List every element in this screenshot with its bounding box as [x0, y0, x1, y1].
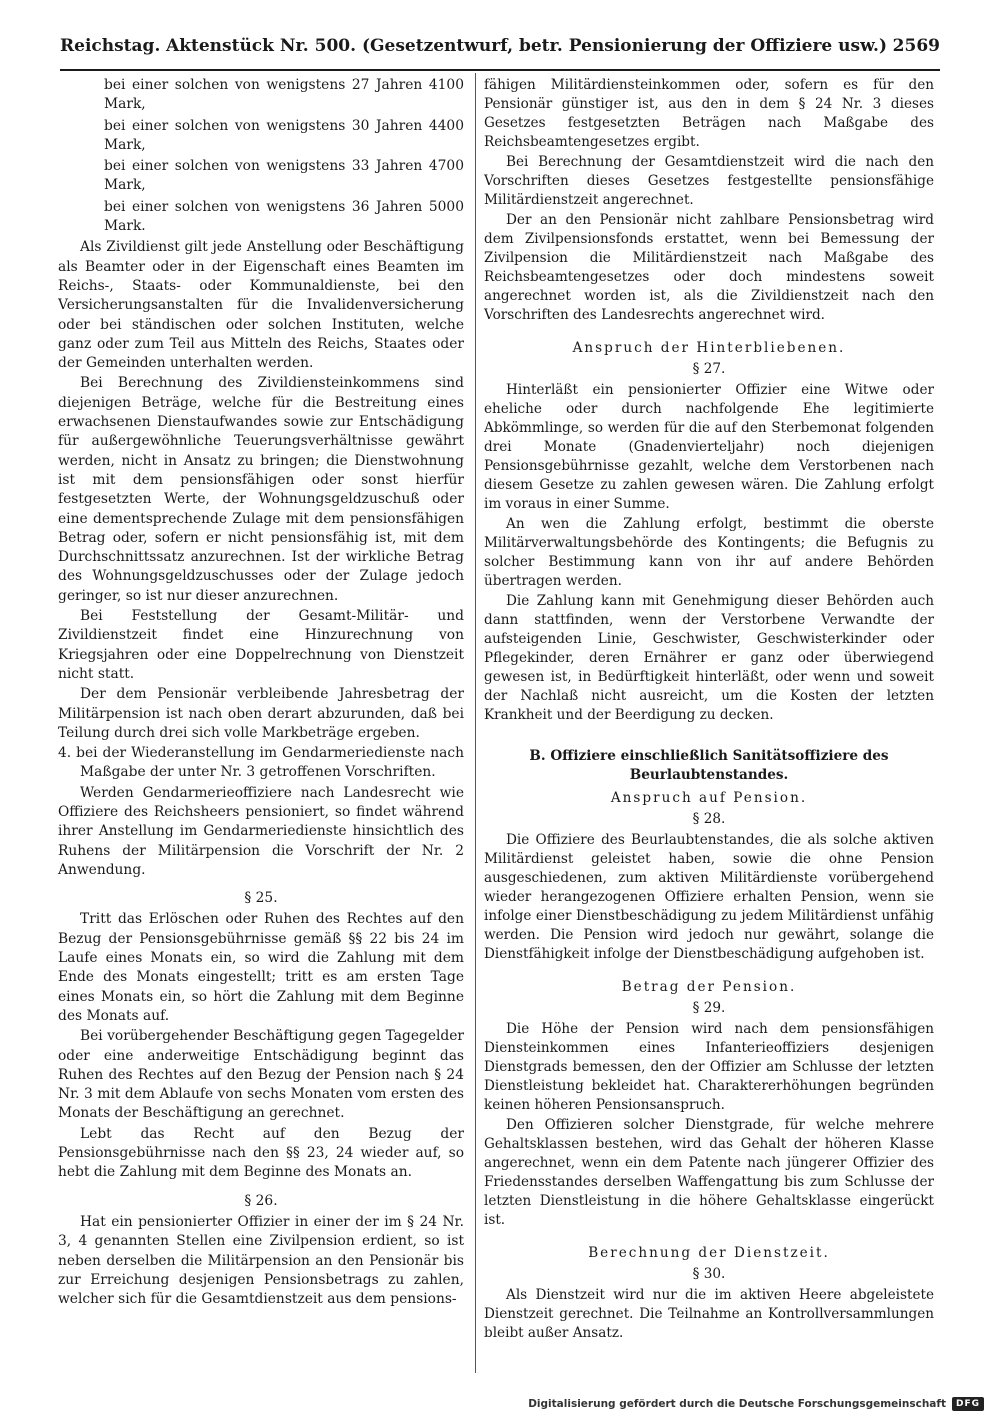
- digitization-credit: [528, 1395, 984, 1413]
- section-25-paragraph: Lebt das Recht auf den Bezug der Pensionsgebührnisse nach den §§ 23, 24 wieder auf, so hebt die Zahlung mit dem Beginne des Monats an.: [58, 1125, 464, 1181]
- footer-text: Digitalisierung gefördert durch die Deutsche Forschungsgemeinschaft: [528, 1398, 946, 1410]
- section-29-heading: § 29.: [692, 1000, 726, 1016]
- paragraph-zivildienst: Als Zivildienst gilt jede Anstellung oder Beschäftigung als Beamter oder in der Eigenschaft eines Beamten im Reichs-, Staats- oder Kommunaldienste, bei den Versicherungsanstalten für die Invalidenversicherung oder bei ständischen oder solchen Instituten, welche ganz oder zum Teil aus Mitteln des Reichs, Staates oder der Gemeinden unterhalten werden.: [58, 239, 464, 372]
- subheading-dienstzeit: Berechnung der Dienstzeit.: [588, 1245, 830, 1261]
- pension-step: bei einer solchen von wenigstens 27 Jahren 4100 Mark,: [104, 77, 464, 113]
- section-26-paragraph: Hat ein pensionierter Offizier in einer der im § 24 Nr. 3, 4 genannten Stellen eine Zivilpension erdient, so ist neben derselben die Militärpension an den Pensionär bis zur Erreichung desjenigen Pensionsbetrags zu zahlen, welcher sich für die Gesamtdienstzeit aus dem pensions-: [58, 1213, 464, 1308]
- paragraph-gendarmerie: Werden Gendarmerieoffiziere nach Landesrecht wie Offiziere des Reichsheers pensioniert, so findet während ihrer Anstellung im Gendarmeriedienste hinsichtlich des Ruhens der Militärpension die Vorschrift der Nr. 2 Anwendung.: [58, 784, 464, 878]
- section-26-paragraph: Der an den Pensionär nicht zahlbare Pensionsbetrag wird dem Zivilpensionsfonds erstattet, wenn bei Bemessung der Zivilpension die Militärdienstzeit nach Maßgabe des Reichsbeamtengesetzes oder doch mindestens soweit angerechnet worden ist, als die Zivildienstzeit nach den Vorschriften des Landesrechts angerechnet wird.: [484, 212, 934, 323]
- header-rule: [60, 69, 940, 71]
- header-title: Aktenstück Nr. 500. (Gesetzentwurf, betr. Pensionierung der Offiziere usw.): [166, 36, 887, 56]
- page-header: [60, 26, 940, 66]
- paragraph-jahresbetrag: Der dem Pensionär verbleibende Jahresbetrag der Militärpension ist nach oben derart abzurunden, daß bei Teilung durch drei sich volle Markbeträge ergeben.: [58, 686, 464, 741]
- paragraph-feststellung: Bei Feststellung der Gesamt-Militär- und Zivildienstzeit findet eine Hinzurechnung von Kriegsjahren oder eine Doppelrechnung von Dienstzeit nicht statt.: [58, 608, 464, 682]
- right-column: [484, 76, 934, 1344]
- subheading-betrag: Betrag der Pension.: [621, 979, 797, 995]
- section-27-heading: § 27.: [692, 361, 726, 377]
- paragraph-berechnung: Bei Berechnung des Zivildiensteinkommens sind diejenigen Beträge, welche für die Bestreitung eines erwachsenen Dienstaufwandes sowie zur Entschädigung für außergewöhnliche Teuerungsverhältnisse gewährt werden, nicht in Ansatz zu bringen; die Dienstwohnung ist mit dem pensionsfähigen oder sonst hierfür festgesetzten Werte, der Wohnungsgeldzuschuß oder eine dementsprechende Zulage mit dem pensionsfähigen Betrag oder, sofern er nicht pensionsfähig ist, mit dem Durchschnittssatz anzurechnen. Ist der wirkliche Betrag des Wohnungsgeldzuschusses oder der Zulage jedoch geringer, so ist nur dieser anzurechnen.: [58, 375, 464, 604]
- section-30-paragraph: Als Dienstzeit wird nur die im aktiven Heere abgeleistete Dienstzeit gerechnet. Die Teilnahme an Kontrollversammlungen bleibt außer Ansatz.: [484, 1287, 934, 1341]
- section-25-paragraph: Tritt das Erlöschen oder Ruhen des Rechtes auf den Bezug der Pensionsgebührnisse gemäß §§ 22 bis 24 im Laufe eines Monats ein, so wird die Zahlung mit dem Ende des Monats eingestellt; tritt es am ersten Tage eines Monats ein, so hört die Zahlung mit dem Beginne des Monats auf.: [58, 911, 464, 1024]
- pension-step: bei einer solchen von wenigstens 33 Jahren 4700 Mark,: [104, 158, 464, 194]
- section-b-heading-line2: Beurlaubtenstandes.: [629, 767, 789, 783]
- section-26-heading: § 26.: [244, 1192, 278, 1209]
- page-number: 2569: [892, 36, 940, 56]
- section-27-paragraph: Hinterläßt ein pensionierter Offizier eine Witwe oder eheliche oder durch nachfolgende Ehe legitimierte Abkömmlinge, so werden für die auf den Sterbemonat folgenden drei Monate (Gnadenvierteljahr) noch diejenigen Pensionsgebührnisse gezahlt, welche dem Verstorbenen nach diesem Gesetze zu zahlen gewesen wären. Die Zahlung erfolgt im voraus in einer Summe.: [484, 382, 934, 512]
- section-29-paragraph: Den Offizieren solcher Dienstgrade, für welche mehrere Gehaltsklassen bestehen, wird das Gehalt der höheren Klasse angerechnet, wenn ein dem Patente nach jüngerer Offizier des Friedensstandes derselben Waffengattung bis zum Schlusse der letzten Dienstleistung in die höhere Gehaltsklasse eingerückt ist.: [484, 1117, 934, 1228]
- section-28-heading: § 28.: [692, 811, 726, 827]
- section-25-heading: § 25.: [244, 890, 278, 907]
- subheading-hinterbliebenen: Anspruch der Hinterbliebenen.: [572, 340, 846, 356]
- section-26-paragraph-continued: fähigen Militärdiensteinkommen oder, sofern es für den Pensionär günstiger ist, aus den in dem § 24 Nr. 3 dieses Gesetzes festgesetzten Beträgen nach Maßgabe des Reichsbeamtengesetzes ergibt.: [484, 77, 934, 150]
- left-column: [58, 76, 464, 1310]
- pension-step: bei einer solchen von wenigstens 30 Jahren 4400 Mark,: [104, 117, 464, 153]
- dfg-logo-icon: DFG: [952, 1397, 984, 1411]
- column-divider: [475, 73, 476, 1373]
- list-item-4: 4. bei der Wiederanstellung im Gendarmeriedienste nach Maßgabe der unter Nr. 3 getroffenen Vorschriften.: [58, 745, 464, 781]
- section-28-paragraph: Die Offiziere des Beurlaubtenstandes, die als solche aktiven Militärdienst geleistet haben, sowie die ohne Pension ausgeschiedenen, zum aktiven Militärdienste vorübergehend wieder herangezogenen Offiziere erhalten Pension, wenn sie infolge einer Dienstbeschädigung zu jedem Militärdienst unfähig werden. Die Pension wird jedoch nur gewährt, solange die Dienstfähigkeit infolge der Dienstbeschädigung aufgehoben ist.: [484, 832, 934, 962]
- section-26-paragraph: Bei Berechnung der Gesamtdienstzeit wird die nach den Vorschriften dieses Gesetzes festgestellte pensionsfähige Militärdienstzeit angerechnet.: [484, 154, 934, 208]
- section-25-paragraph: Bei vorübergehender Beschäftigung gegen Tagegelder oder eine anderweitige Entschädigung beginnt das Ruhen des Rechtes auf den Bezug der Pension nach § 24 Nr. 3 mit dem Ablaufe von sechs Monaten vom ersten des Monats der Beschäftigung an gerechnet.: [58, 1028, 464, 1122]
- header-left: Reichstag.: [60, 36, 161, 56]
- section-27-paragraph: An wen die Zahlung erfolgt, bestimmt die oberste Militärverwaltungsbehörde des Kontingents; die Befugnis zu solcher Bestimmung kann von ihr auf andere Behörden übertragen werden.: [484, 516, 934, 589]
- section-b-heading: [484, 747, 934, 785]
- section-29-paragraph: Die Höhe der Pension wird nach dem pensionsfähigen Diensteinkommen eines Infanterieoffiziers desjenigen Dienstgrads bemessen, den der Offizier am Schlusse der letzten Dienstleistung bekleidet hat. Charaktererhöhungen begründen keinen höheren Pensionsanspruch.: [484, 1021, 934, 1113]
- subheading-pension: Anspruch auf Pension.: [610, 790, 808, 806]
- section-30-heading: § 30.: [692, 1266, 726, 1282]
- section-b-heading-line1: B. Offiziere einschließlich Sanitätsoffiziere des: [529, 748, 889, 764]
- section-27-paragraph: Die Zahlung kann mit Genehmigung dieser Behörden auch dann stattfinden, wenn der Verstorbene Verwandte der aufsteigenden Linie, Geschwister, Geschwisterkinder oder Pflegekinder, deren Ernährer er ganz oder überwiegend gewesen ist, in Bedürftigkeit hinterläßt, oder wenn und soweit der Nachlaß nicht ausreicht, um die Kosten der letzten Krankheit und der Beerdigung zu decken.: [484, 593, 934, 723]
- pension-step: bei einer solchen von wenigstens 36 Jahren 5000 Mark.: [104, 198, 464, 235]
